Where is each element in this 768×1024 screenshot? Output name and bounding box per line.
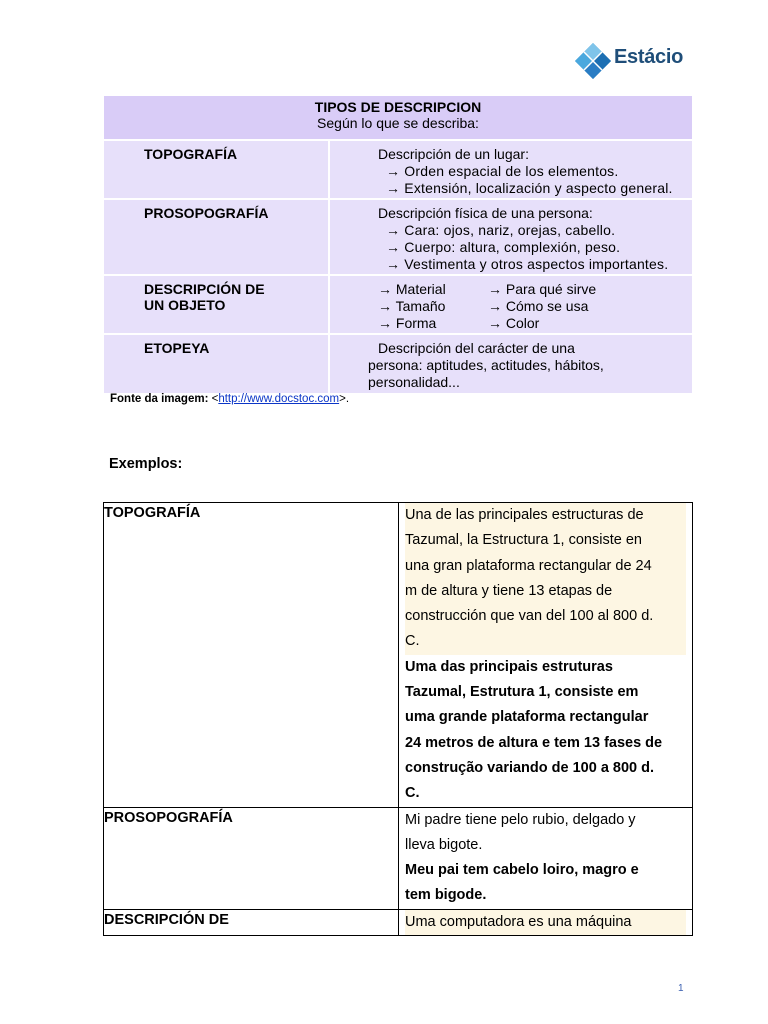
desc-item: → Extensión, localización y aspecto general.: [386, 180, 673, 196]
pt-line: uma grande plataforma rectangular: [405, 709, 649, 726]
examples-heading: Exemplos:: [109, 456, 183, 472]
desc-line: persona: aptitudes, actitudes, hábitos,: [368, 357, 604, 373]
estacio-logo-icon: [574, 42, 612, 80]
source-open: <: [208, 393, 219, 405]
pt-line: Uma das principais estruturas: [405, 658, 613, 675]
desc-line: personalidad...: [368, 374, 460, 390]
desc-intro: Descripción de un lugar:: [378, 146, 529, 162]
es-line: m de altura y tiene 13 etapas de: [405, 579, 686, 604]
pt-line: Tazumal, Estrutura 1, consiste em: [405, 684, 639, 701]
source-close: >.: [339, 393, 350, 405]
grid-item: → Tamaño: [378, 298, 446, 314]
es-line: Una de las principales estructuras de: [405, 503, 686, 528]
desc-item: → Vestimenta y otros aspectos importantes.: [386, 256, 669, 272]
es-line: C.: [405, 629, 686, 654]
pt-line: 24 metros de altura e tem 13 fases de: [405, 734, 663, 751]
row-label-topografia: TOPOGRAFÍA: [104, 140, 329, 199]
example-text-topografia: [399, 503, 693, 808]
examples-table: [103, 502, 693, 936]
es-line: construcción que van del 100 al 800 d.: [405, 604, 686, 629]
source-prefix: Fonte da imagem:: [110, 393, 209, 405]
example-text-objeto: [399, 909, 693, 935]
table-row: [104, 807, 693, 909]
brand-name: Estácio: [614, 46, 684, 68]
example-text-prosopografia: [399, 807, 693, 909]
table-row: [104, 909, 693, 935]
desc-item: → Orden espacial de los elementos.: [386, 163, 619, 179]
es-line: Mi padre tiene pelo rubio, delgado y: [405, 811, 636, 828]
row-label-etopeya: ETOPEYA: [104, 334, 329, 394]
example-label-topografia: TOPOGRAFÍA: [104, 503, 399, 808]
es-line: lleva bigote.: [405, 836, 483, 853]
grid-item: → Cómo se usa: [488, 298, 589, 314]
estacio-logo: [574, 42, 692, 80]
pt-line: construção variando de 100 a 800 d.: [405, 759, 655, 776]
desc-line: Descripción del carácter de una: [378, 340, 575, 356]
desc-item: → Cara: ojos, nariz, orejas, cabello.: [386, 222, 616, 238]
source-link[interactable]: http://www.docstoc.com: [218, 393, 340, 405]
example-label-prosopografia: PROSOPOGRAFÍA: [104, 807, 399, 909]
grid-item: → Para qué sirve: [488, 281, 597, 297]
row-desc-prosopografia: [329, 199, 692, 275]
desc-item: → Cuerpo: altura, complexión, peso.: [386, 239, 621, 255]
table-row: [104, 503, 693, 808]
page-number: 1: [678, 983, 684, 994]
label-line: DESCRIPCIÓN DE: [144, 281, 265, 297]
es-line: Tazumal, la Estructura 1, consiste en: [405, 528, 686, 553]
table-header: [104, 96, 692, 140]
pt-line: tem bigode.: [405, 887, 487, 904]
row-label-prosopografia: PROSOPOGRAFÍA: [104, 199, 329, 275]
row-desc-etopeya: [329, 334, 692, 394]
desc-intro: Descripción física de una persona:: [378, 205, 593, 221]
image-source: [110, 393, 349, 405]
row-desc-objeto: [329, 275, 692, 334]
grid-item: → Forma: [378, 315, 437, 331]
grid-item: → Material: [378, 281, 446, 297]
table-subtitle: Según lo que se describa:: [317, 115, 479, 131]
tipos-descripcion-table: [104, 96, 692, 395]
row-desc-topografia: [329, 140, 692, 199]
es-line: una gran plataforma rectangular de 24: [405, 554, 686, 579]
es-line: Uma computadora es una máquina: [405, 910, 686, 935]
pt-line: Meu pai tem cabelo loiro, magro e: [405, 862, 639, 879]
table-title: TIPOS DE DESCRIPCION: [314, 99, 482, 115]
row-label-objeto: [104, 275, 329, 334]
label-line: UN OBJETO: [144, 297, 226, 313]
pt-line: C.: [405, 785, 420, 802]
example-label-objeto: DESCRIPCIÓN DE: [104, 909, 399, 935]
grid-item: → Color: [488, 315, 540, 331]
